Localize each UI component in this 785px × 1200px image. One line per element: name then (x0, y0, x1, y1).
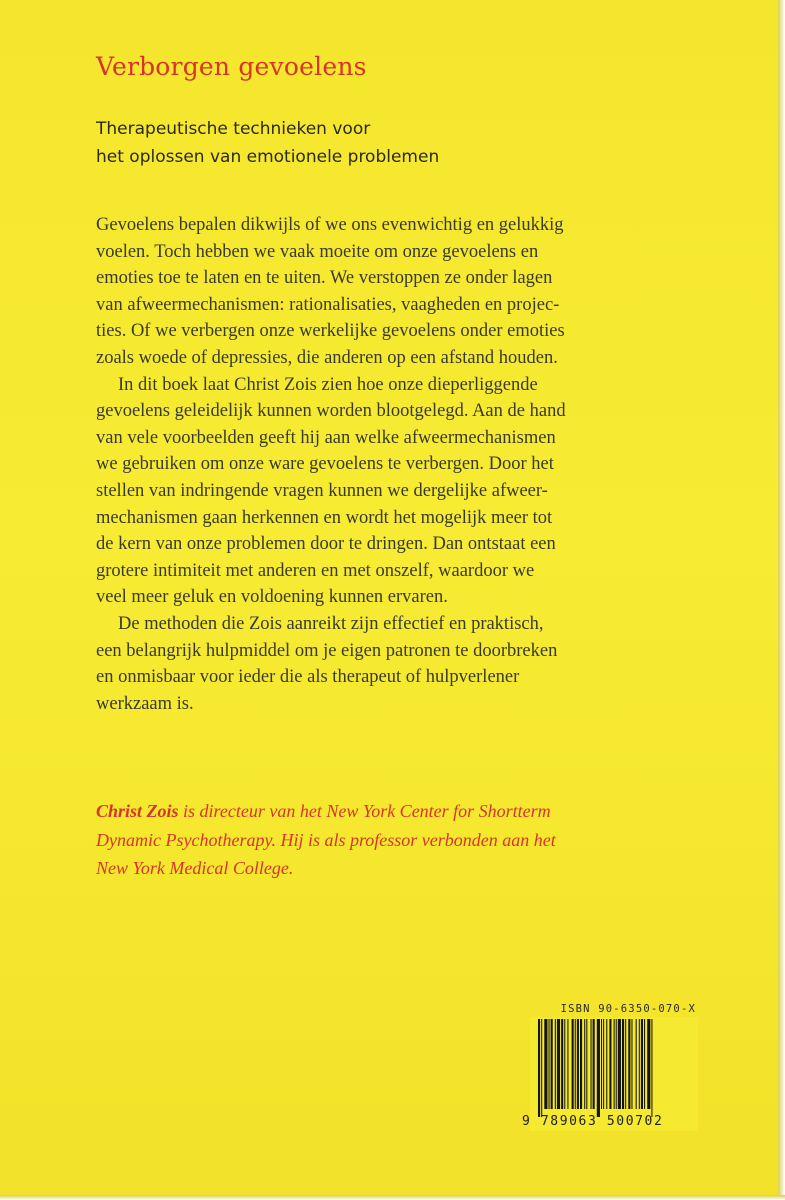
book-subtitle (96, 115, 439, 171)
barcode-bar (561, 1019, 563, 1109)
barcode-digits: 9 789063 500702 (522, 1114, 664, 1129)
blurb-line: de kern van onze problemen door te dringen. Dan ontstaat een (96, 534, 556, 555)
barcode-bar (639, 1019, 640, 1109)
barcode-bar (609, 1019, 611, 1109)
barcode-bar (572, 1019, 574, 1109)
barcode-bar (593, 1019, 595, 1109)
blurb-line: mechanismen gaan herkennen en wordt het mogelijk meer tot (96, 507, 553, 528)
barcode-bar (538, 1019, 540, 1117)
blurb-line: voelen. Toch hebben we vaak moeite om onze gevoelens en (96, 241, 539, 262)
barcode-bar (618, 1019, 621, 1109)
blurb-line: we gebruiken om onze ware gevoelens te verbergen. Door het (96, 454, 554, 475)
blurb-line: van afweermechanismen: rationalisaties, vaagheden en projec- (96, 294, 560, 315)
page-edge-bottom (0, 1195, 785, 1200)
blurb-line: In dit boek laat Christ Zois zien hoe onze dieperliggende (118, 374, 538, 395)
blurb-text (96, 212, 696, 717)
barcode-bar (622, 1019, 624, 1109)
blurb-line: De methoden die Zois aanreikt zijn effectief en praktisch, (118, 613, 544, 634)
barcode-bar (603, 1019, 604, 1109)
author-note-line-1-rest: is directeur van het New York Center for Shortterm (178, 801, 551, 821)
barcode-bars (536, 1019, 692, 1117)
barcode-bar (586, 1019, 587, 1109)
barcode-bar (557, 1019, 560, 1109)
barcode-bar (625, 1019, 626, 1109)
blurb-line: Gevoelens bepalen dikwijls of we ons evenwichtig en gelukkig (96, 215, 564, 235)
barcode-bar (541, 1019, 542, 1117)
barcode-bar (575, 1019, 576, 1109)
barcode-bar (577, 1019, 579, 1109)
author-name: Christ Zois (96, 801, 179, 821)
barcode-bar (647, 1019, 650, 1109)
barcode-bar (551, 1019, 553, 1109)
barcode-bar (651, 1019, 652, 1117)
barcode-bar (567, 1019, 568, 1109)
blurb-line: van vele voorbeelden geeft hij aan welke afweermechanismen (96, 427, 556, 448)
barcode-bar (584, 1019, 585, 1109)
barcode-bar (641, 1019, 643, 1109)
barcode-bar (591, 1019, 592, 1109)
barcode-bar (644, 1019, 645, 1109)
barcode-bar (555, 1019, 556, 1109)
blurb-line: stellen van indringende vragen kunnen we dergelijke afweer- (96, 480, 548, 501)
barcode-bar (628, 1019, 630, 1109)
barcode-bar (597, 1019, 600, 1117)
barcode-bar (544, 1019, 547, 1109)
blurb-line: zoals woede of depressies, die anderen op een afstand houden. (96, 347, 558, 368)
subtitle-line-2: het oplossen van emotionele problemen (96, 147, 440, 167)
barcode-bar (631, 1019, 632, 1109)
barcode-bar (580, 1019, 582, 1109)
barcode-bar (614, 1019, 615, 1109)
barcode-bar (601, 1019, 602, 1109)
blurb-line: een belangrijk hulpmiddel om je eigen patronen te doorbreken (96, 640, 558, 661)
blurb-line: gevoelens geleidelijk kunnen worden blootgelegd. Aan de hand (96, 401, 566, 422)
page-edge-right (778, 0, 785, 1200)
blurb-line: werkzaam is. (96, 693, 194, 714)
author-note-line-1 (96, 797, 556, 826)
subtitle-line-1: Therapeutische technieken voor (96, 119, 371, 139)
barcode-bar (549, 1019, 550, 1109)
blurb-line: emoties toe te laten en te uiten. We verstoppen ze onder lagen (96, 268, 553, 289)
blurb-line: grotere intimiteit met anderen en met onszelf, waardoor we (96, 560, 535, 581)
book-title: Verborgen gevoelens (96, 52, 367, 81)
blurb-line: en onmisbaar voor ieder die als therapeut of hulpverlener (96, 667, 520, 688)
author-note (96, 797, 556, 883)
barcode-bar (606, 1019, 607, 1109)
author-note-line-2: Dynamic Psychotherapy. Hij is als professor verbonden aan het (96, 829, 556, 850)
barcode-bar (636, 1019, 637, 1109)
barcode-bar (564, 1019, 565, 1109)
blurb-line: veel meer geluk en voldoening kunnen ervaren. (96, 587, 448, 608)
author-note-line-3: New York Medical College. (96, 858, 294, 878)
isbn-label: ISBN 90-6350-070-X (560, 1003, 696, 1015)
barcode-bar (616, 1019, 617, 1109)
blurb-line: ties. Of we verbergen onze werkelijke gevoelens onder emoties (96, 321, 565, 342)
